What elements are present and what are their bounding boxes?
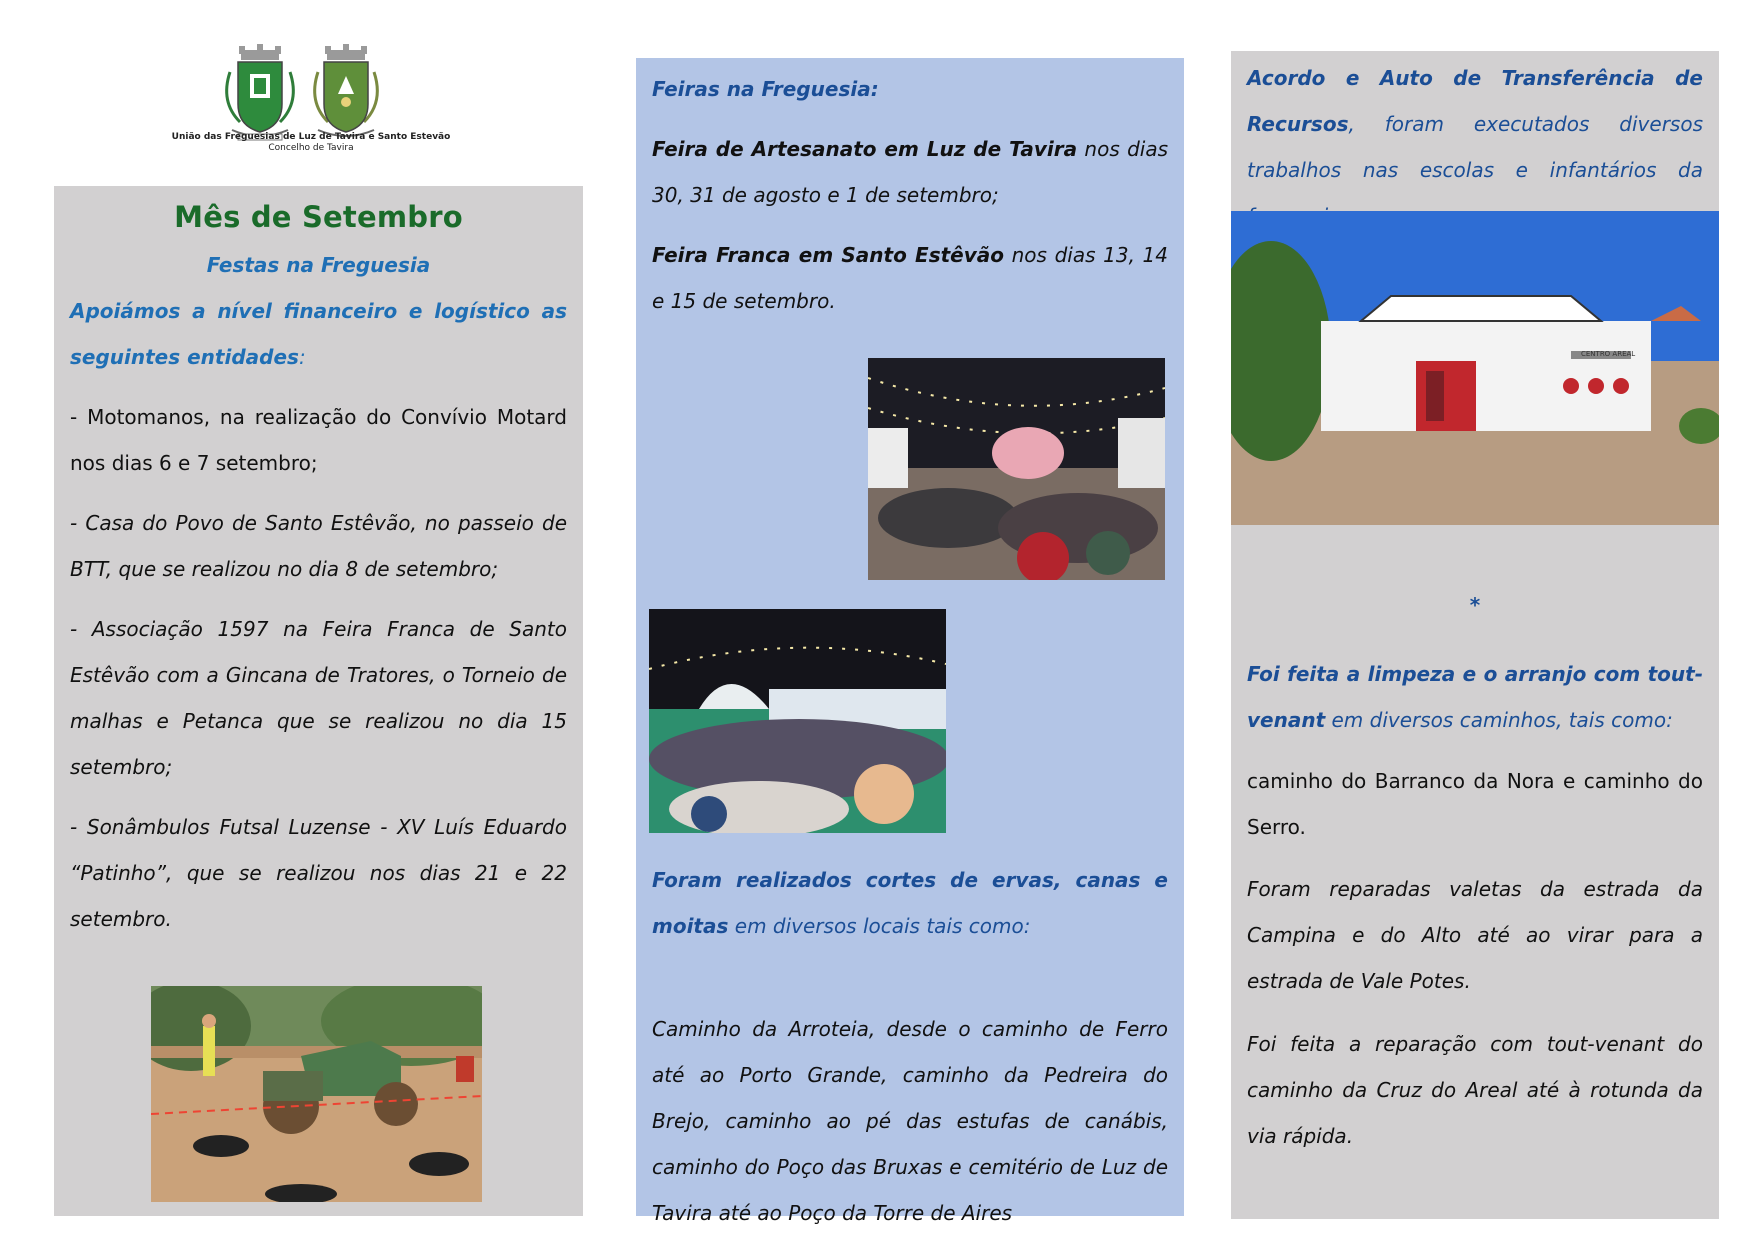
fairs-heading: Feiras na Freguesia: <box>652 77 879 101</box>
road-repair: Foi feita a reparação com tout-venant do caminho da Cruz do Areal até à rotunda da via rápida. <box>1247 1032 1703 1148</box>
building-sign-text: CENTRO AREAL <box>1581 350 1636 358</box>
support-item-motomanos: - Motomanos, na realização do Convívio Motard nos dias 6 e 7 setembro; <box>70 405 567 475</box>
agreement-rest: , foram executados diversos trabalhos nas escolas e infantários da <box>1247 112 1703 182</box>
fair-artesanato-dates: nos dias 30, 31 de agosto e 1 de setembro; <box>652 137 1168 207</box>
fair-franca-name: Feira Franca em Santo Estêvão <box>652 243 1005 267</box>
school-building-photo <box>1231 211 1719 525</box>
weed-cutting-intro <box>652 857 1168 949</box>
crafts-fair-night-photo <box>868 358 1165 580</box>
fair-artesanato-name: Feira de Artesanato em Luz de Tavira <box>652 137 1078 161</box>
weed-cutting-places: Caminho da Arroteia, desde o caminho de Ferro até ao Porto Grande, caminho da Pedreira do Brejo, caminho ao pé das estufas de canábis, caminho do Poço das Bruxas e cemitério de Luz de Tavira até ao Poço da Torre de Aires <box>652 1017 1168 1225</box>
fair-franca-dates: nos dias 13, 14 e 15 de setembro. <box>652 243 1168 313</box>
support-intro-colon: : <box>298 345 306 369</box>
municipality-name: Concelho de Tavira <box>268 143 354 153</box>
ditch-repairs: Foram reparadas valetas da estrada da Campina e do Alto até ao virar para a estrada de Vale Potes. <box>1247 877 1703 993</box>
agreement-bold: Acordo e Auto de Transferência de Recursos <box>1247 66 1703 136</box>
section-separator: * <box>1469 593 1481 617</box>
support-item-casa-do-povo: - Casa do Povo de Santo Estêvão, no passeio de BTT, que se realizou no dia 8 de setembro; <box>70 511 567 581</box>
franca-fair-night-photo <box>649 609 946 833</box>
cleaning-intro <box>1247 651 1703 743</box>
fair-franca <box>652 232 1168 324</box>
support-intro <box>70 288 567 380</box>
support-item-futsal: - Sonâmbulos Futsal Luzense - XV Luís Eduardo “Patinho”, que se realizou nos dias 21 e 22 setembro. <box>70 815 567 931</box>
cleaning-rest: em diversos caminhos, tais como: <box>1325 708 1673 732</box>
organization-name: União das Freguesias de Luz de Tavira e Santo Estevão <box>171 132 451 142</box>
support-intro-bold: Apoiámos a nível financeiro e logístico as seguintes entidades <box>70 299 567 369</box>
weed-cutting-rest: em diversos locais tais como: <box>728 914 1031 938</box>
luz-de-tavira-crest <box>227 44 294 140</box>
organization-caption <box>150 132 472 154</box>
cleaning-bold: Foi feita a limpeza e o arranjo com tout-venant <box>1247 662 1703 732</box>
festivals-subtitle: Festas na Freguesia <box>206 253 431 277</box>
works-panel <box>1231 51 1719 1219</box>
roads-list: caminho do Barranco da Nora e caminho do Serro. <box>1247 769 1703 839</box>
fair-artesanato <box>652 126 1168 218</box>
santo-estevao-crest <box>315 44 378 136</box>
weed-cutting-bold: Foram realizados cortes de ervas, canas e moitas <box>652 868 1168 938</box>
support-item-associacao: - Associação 1597 na Feira Franca de Santo Estêvão com a Gincana de Tratores, o Torneio de malhas e Petanca que se realizou no dia 15 setembro; <box>70 617 567 779</box>
page-title: Mês de Setembro <box>174 200 463 234</box>
tractor-gymkhana-photo <box>151 986 482 1202</box>
